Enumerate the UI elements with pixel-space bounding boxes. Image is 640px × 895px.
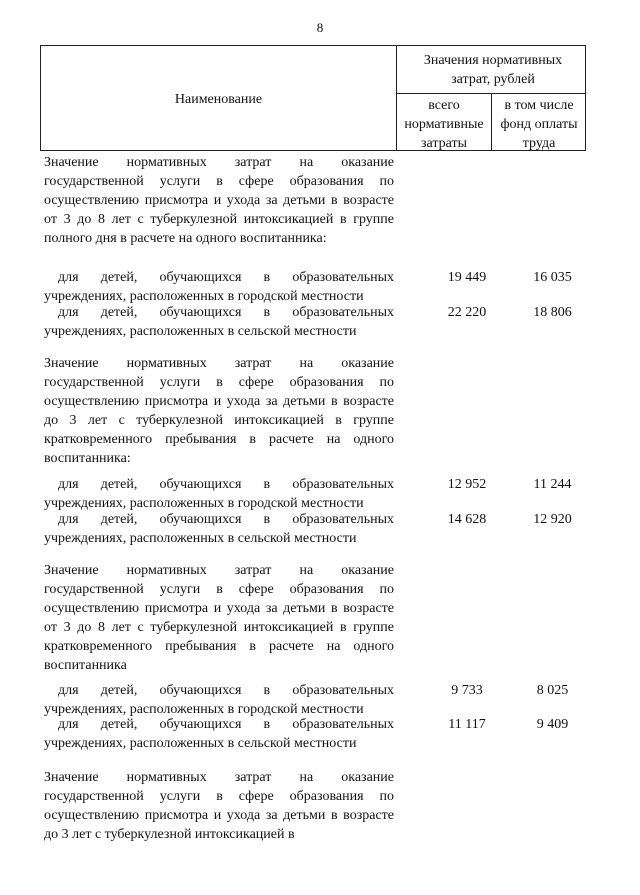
page-number: 8 — [316, 20, 324, 35]
section-heading — [44, 561, 394, 675]
table-row — [44, 268, 589, 306]
value-wage: 9 409 — [536, 717, 569, 732]
value-total: 14 628 — [447, 512, 487, 527]
section-heading-text: Значение нормативных затрат на оказание государственной услуги в сфере образования по осуществлению присмотра и ухода за детьми в возрасте от 3 до 8 лет с туберкулезной интоксикацией в группе кратковременного пребывания в расчете на одного воспитанника — [44, 563, 394, 673]
header-wage: в том числе фонд оплаты труда — [500, 98, 578, 151]
header-values-group: Значения нормативных затрат, рублей — [423, 53, 563, 87]
table-row — [44, 715, 589, 753]
row-divider — [396, 93, 585, 94]
table-header — [40, 45, 586, 151]
row-label: для детей, обучающихся в образовательных учреждениях, расположенных в городской местности — [44, 477, 394, 511]
value-wage: 11 244 — [533, 477, 572, 492]
value-total: 9 733 — [451, 683, 483, 698]
value-wage: 16 035 — [533, 270, 572, 285]
section-heading-text: Значение нормативных затрат на оказание государственной услуги в сфере образования по осуществлению присмотра и ухода за детьми в возрасте от 3 до 8 лет с туберкулезной интоксикацией в группе полного дня в расчете на одного воспитанника: — [44, 155, 394, 246]
row-label: для детей, обучающихся в образовательных учреждениях, расположенных в городской местности — [44, 270, 394, 304]
section-heading — [44, 768, 394, 844]
section-heading-text: Значение нормативных затрат на оказание государственной услуги в сфере образования по осуществлению присмотра и ухода за детьми в возрасте до 3 лет с туберкулезной интоксикацией в — [44, 770, 394, 842]
table-row — [44, 303, 589, 341]
row-label: для детей, обучающихся в образовательных учреждениях, расположенных в сельской местности — [44, 305, 394, 339]
value-total: 22 220 — [447, 305, 487, 320]
row-label: для детей, обучающихся в образовательных учреждениях, расположенных в городской местности — [44, 683, 394, 717]
value-total: 12 952 — [447, 477, 487, 492]
row-label: для детей, обучающихся в образовательных учреждениях, расположенных в сельской местности — [44, 512, 394, 546]
value-wage: 12 920 — [533, 512, 572, 527]
value-total: 11 117 — [448, 717, 486, 732]
section-heading — [44, 354, 394, 468]
row-label: для детей, обучающихся в образовательных учреждениях, расположенных в сельской местности — [44, 717, 394, 751]
value-wage: 18 806 — [533, 305, 572, 320]
table-row — [44, 510, 589, 548]
table-row — [44, 681, 589, 719]
table-row — [44, 475, 589, 513]
value-total: 19 449 — [447, 270, 487, 285]
section-heading — [44, 153, 394, 248]
header-name: Наименование — [174, 92, 263, 107]
value-wage: 8 025 — [536, 683, 569, 698]
section-heading-text: Значение нормативных затрат на оказание государственной услуги в сфере образования по осуществлению присмотра и ухода за детьми в возрасте до 3 лет с туберкулезной интоксикацией в группе кратковременного пребывания в расчете на одного воспитанника: — [44, 356, 394, 466]
header-total: всего нормативные затраты — [404, 98, 484, 151]
